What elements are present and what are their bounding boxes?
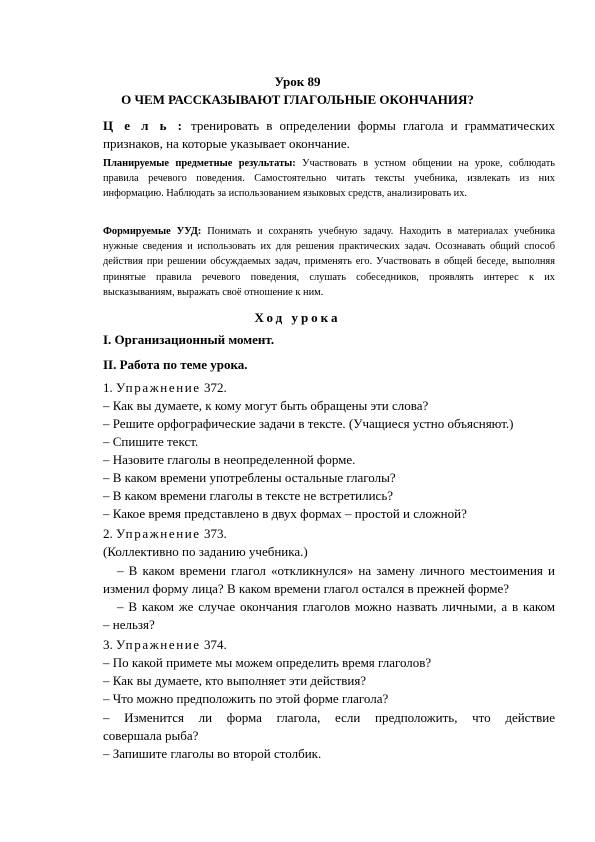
subject-results-paragraph: Планируемые предметные результаты: Участвовать в устном общении на уроке, соблюдать правила речевого поведения. Самостоятельно читать тексты учебника, извлекать из них информацию. Наблюдать за использованием языковых средств, анализировать их. (103, 158, 555, 200)
exercise-2-heading: 2. Упражнение 373. (103, 526, 227, 541)
exercise-3-line: – По какой примете мы можем определить время глаголов? (103, 655, 432, 670)
exercise-3-line: – Как вы думаете, кто выполняет эти действия? (103, 673, 367, 688)
exercise-2-question-2-line-1: – В каком же случае окончания глаголов можно назвать личными, а в каком (117, 599, 555, 614)
exercise-3-question-4-line-1: – Изменится ли форма глагола, если предположить, что действие (103, 710, 555, 725)
goal-line-2: признаков, на которые указывает окончание. (103, 136, 350, 151)
stage-1-heading: I. Организационный момент. (103, 332, 275, 347)
exercise-1-line: – Решите орфографические задачи в тексте. (Учащиеся устно объясняют.) (103, 416, 514, 431)
lesson-title: О ЧЕМ РАССКАЗЫВАЮТ ГЛАГОЛЬНЫЕ ОКОНЧАНИЯ? (121, 92, 474, 107)
exercise-2-question-1-line-1: – В каком времени глагол «откликнулся» на замену личного местоимения и (117, 563, 555, 578)
exercise-2-question-2-line-2: – нельзя? (103, 617, 155, 632)
lesson-number: Урок 89 (274, 74, 321, 89)
exercise-1-line: – Какое время представлено в двух формах – простой и сложной? (103, 506, 467, 521)
exercise-1-line: – Спишите текст. (103, 434, 199, 449)
exercise-1-line: – В каком времени употреблены остальные глаголы? (103, 470, 396, 485)
exercise-3-question-4-line-2: совершала рыба? (103, 728, 199, 743)
exercise-1-line: – Как вы думаете, к кому могут быть обращены эти слова? (103, 398, 429, 413)
exercise-2-note: (Коллективно по заданию учебника.) (103, 544, 308, 559)
exercise-1-line: – В каком времени глаголы в тексте не встретились? (103, 488, 394, 503)
section-heading: Ход урока (254, 310, 341, 325)
subject-results-label: Планируемые предметные результаты: (103, 158, 296, 169)
goal-label: Ц е л ь : (103, 118, 184, 133)
exercise-3-line: – Что можно предположить по этой форме глагола? (103, 691, 389, 706)
exercise-3-last-line: – Запишите глаголы во второй столбик. (103, 746, 322, 761)
exercise-1-line: – Назовите глаголы в неопределенной форме. (103, 452, 356, 467)
stage-2-heading: II. Работа по теме урока. (103, 357, 248, 372)
exercise-1-heading: 1. Упражнение 372. (103, 380, 227, 395)
uud-label: Формируемые УУД: (103, 226, 202, 237)
exercise-3-heading: 3. Упражнение 374. (103, 637, 227, 652)
goal-line-1: Ц е л ь : тренировать в определении формы глагола и грамматических (103, 118, 555, 133)
uud-paragraph: Формируемые УУД: Понимать и сохранять учебную задачу. Находить в материалах учебника нужные сведения и использовать их для решения практических задач. Осознавать общий способ действия при решении обсуждаемых задач, применять его. Участвовать в общей беседе, выполняя принятые правила речевого поведения, слушать собеседников, проявлять интерес к их высказываниям, выражать своё отношение к ним. (103, 226, 555, 298)
exercise-2-question-1-line-2: изменил форму лица? В каком времени глагол остался в прежней форме? (103, 581, 510, 596)
